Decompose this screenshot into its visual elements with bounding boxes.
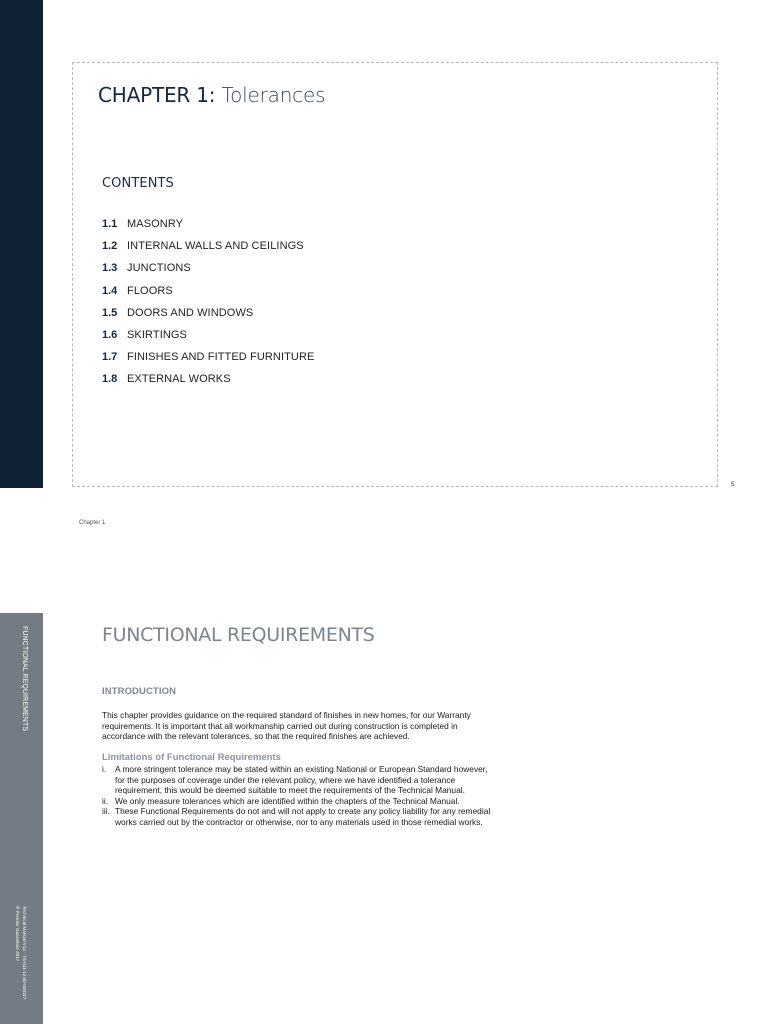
toc-number: 1.3	[102, 262, 118, 275]
list-text: We only measure tolerances which are identified within the chapters of the Technical Manual.	[115, 795, 460, 806]
intro-paragraph: This chapter provides guidance on the required standard of finishes in new homes, for our Warranty requirements. It is important that all workmanship carried out during construction is completed in accordance with the relevant tolerances, so that the required finishes are achieved.	[102, 710, 471, 741]
toc-item[interactable]	[102, 324, 314, 346]
toc-item[interactable]	[102, 280, 314, 302]
list-text: These Functional Requirements do not and will not apply to create any policy liability for any remedial works carried out by the contractor or otherwise, nor to any materials used in those remedial works.	[115, 806, 491, 827]
toc-label: INTERNAL WALLS AND CEILINGS	[127, 240, 304, 253]
list-marker: iii.	[102, 806, 110, 816]
side-footer	[14, 906, 28, 999]
contents-heading: CONTENTS	[102, 176, 174, 191]
toc-number: 1.7	[102, 351, 118, 364]
toc-item[interactable]	[102, 257, 314, 279]
toc-label: JUNCTIONS	[127, 262, 191, 275]
table-of-contents	[102, 213, 314, 391]
toc-label: EXTERNAL WORKS	[127, 373, 231, 386]
toc-number: 1.4	[102, 284, 118, 297]
limitations-heading: Limitations of Functional Requirements	[102, 752, 281, 763]
list-text: A more stringent tolerance may be stated within an existing National or European Standard however, for the purposes of coverage under the relevant policy, where we have identified a tolerance requirement, this would be deemed suitable to meet the requirements of the Technical Manual.	[115, 764, 488, 795]
toc-label: FLOORS	[127, 284, 173, 297]
page-number: 5	[731, 482, 735, 488]
toc-number: 1.8	[102, 373, 118, 386]
side-footer-line: © Premier Guarantee 2017	[15, 906, 20, 962]
toc-label: SKIRTINGS	[127, 329, 187, 342]
chapter-label: CHAPTER 1:	[98, 83, 216, 107]
toc-number: 1.6	[102, 329, 118, 342]
toc-number: 1.5	[102, 306, 118, 319]
toc-label: FINISHES AND FITTED FURNITURE	[127, 351, 315, 364]
side-footer-line: Technical Manual V12 - TS-011-12.00-010117	[22, 906, 27, 1000]
list-item	[102, 806, 497, 827]
list-marker: ii.	[102, 795, 109, 806]
chapter-name: Tolerances	[221, 83, 326, 107]
toc-label: DOORS AND WINDOWS	[127, 306, 254, 319]
chapter-contents-panel	[72, 62, 718, 487]
side-section-label: FUNCTIONAL REQUIREMENTS	[21, 626, 28, 732]
toc-label: MASONRY	[127, 218, 184, 231]
chapter-title	[98, 83, 325, 107]
list-item	[102, 796, 497, 807]
intro-heading: INTRODUCTION	[102, 686, 177, 697]
toc-item[interactable]	[102, 346, 314, 368]
list-marker: i.	[102, 764, 107, 774]
chapter-footer: Chapter 1	[79, 520, 106, 526]
page1-side-bar	[0, 0, 43, 488]
list-item	[102, 764, 497, 796]
toc-item[interactable]	[102, 368, 314, 390]
limitations-list	[102, 764, 497, 827]
toc-number: 1.2	[102, 240, 118, 253]
toc-item[interactable]	[102, 235, 314, 257]
section-title: FUNCTIONAL REQUIREMENTS	[102, 624, 375, 646]
toc-item[interactable]	[102, 302, 314, 324]
toc-number: 1.1	[102, 218, 118, 231]
toc-item[interactable]	[102, 213, 314, 235]
